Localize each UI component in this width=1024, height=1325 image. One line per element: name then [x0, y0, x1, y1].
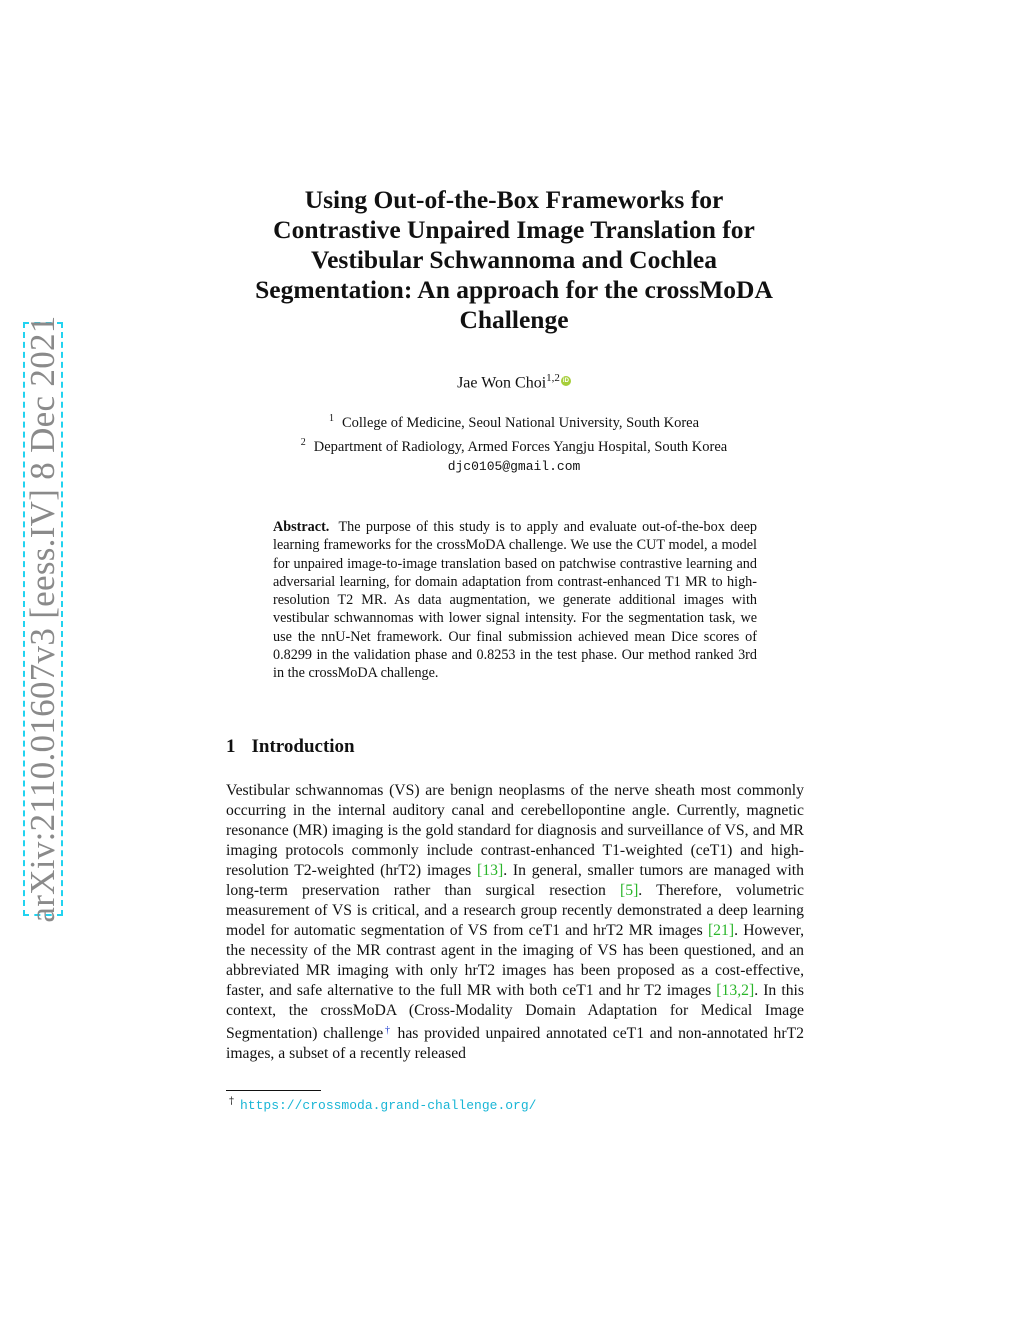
intro-paragraph — [226, 781, 804, 1064]
abstract-text: The purpose of this study is to apply and evaluate out-of-the-box deep learning frameworks for the crossMoDA challenge. We use the CUT model, a model for unpaired image-to-image translation based on patchwise contrastive learning and adversarial learning, for domain adaptation from contrast-enhanced T1 MR to high-resolution T2 MR. As data augmentation, we generate additional images with vestibular schwannomas with lower signal intensity. For the segmentation task, we use the nnU-Net framework. Our final submission achieved mean Dice scores of 0.8299 in the validation phase and 0.8253 in the test phase. Our method ranked 3rd in the crossMoDA challenge. — [273, 519, 757, 682]
arxiv-stamp — [23, 315, 63, 923]
orcid-icon[interactable]: iD — [562, 378, 569, 385]
affiliation-1 — [224, 409, 804, 433]
arxiv-stamp-text: arXiv:2110.01607v3 [eess.IV] 8 Dec 2021 — [23, 315, 62, 923]
citation-link[interactable]: 13 — [721, 982, 738, 999]
author-name: Jae Won Choi — [457, 374, 547, 392]
citation-separator: , — [737, 982, 742, 999]
abstract-label: Abstract. — [273, 519, 330, 535]
author-line — [224, 372, 804, 392]
intro-text: Vestibular schwannomas (VS) are benign neoplasms of the nerve sheath most commonly occurring in the internal auditory canal and cerebellopontine angle. Currently, magnetic resonance (MR) imaging is the gold standard for diagnosis and surveillance of VS, and MR imaging protocols commonly include contrast-enhanced T1-weighted (ceT1) and high-resolution T2-weighted (hrT2) images — [226, 782, 804, 879]
section-number: 1 — [226, 736, 236, 757]
citation-link[interactable]: 2 — [741, 982, 749, 999]
author-superscript: 1,2 — [546, 372, 560, 384]
paper-title — [224, 185, 804, 335]
title-line: Challenge — [459, 305, 569, 334]
affiliation-2 — [224, 433, 804, 457]
citation-link[interactable]: [21] — [707, 922, 735, 939]
section-title: Introduction — [251, 736, 355, 757]
intro-text: . In general, smaller tumors are managed with long-term preservation rather than surgical resection — [226, 862, 805, 899]
title-line: Contrastive Unpaired Image Translation for — [273, 215, 755, 244]
intro-text: . Therefore, volumetric measurement of VS is critical, and a research group recently demonstrated a deep learning model for automatic segmentation of VS from ceT1 and hrT2 MR images — [226, 882, 804, 939]
intro-text: . However, the necessity of the MR contrast agent in the imaging of VS has been questioned, and an abbreviated MR imaging with only hrT2 images has been proposed as a cost-effective, faster, and safe alternative to the full MR with both ceT1 and hr T2 images — [226, 922, 804, 999]
author-email[interactable]: djc0105@gmail.com — [447, 458, 581, 474]
intro-text: . In this context, the crossMoDA (Cross-Modality Domain Adaptation for Medical Image Segmentation) challenge — [226, 982, 804, 1042]
affiliations — [224, 409, 804, 476]
footnote — [226, 1096, 536, 1113]
footnote-marker[interactable]: † — [383, 1025, 392, 1036]
abstract — [273, 518, 757, 683]
citation-bracket: [ — [716, 982, 722, 999]
intro-text: has provided unpaired annotated ceT1 and non-annotated hrT2 images, a subset of a recently released — [226, 1025, 805, 1062]
title-line: Vestibular Schwannoma and Cochlea — [311, 245, 717, 274]
footnote-dagger: † — [229, 1096, 234, 1107]
affiliation-number: 2 — [300, 436, 306, 448]
title-line: Using Out-of-the-Box Frameworks for — [304, 185, 724, 214]
citation-link[interactable]: [13] — [477, 862, 504, 879]
title-line: Segmentation: An approach for the crossMoDA — [255, 275, 773, 304]
footnote-divider — [226, 1090, 321, 1091]
citation-bracket: ] — [748, 982, 755, 999]
footnote-url-link[interactable]: https://crossmoda.grand-challenge.org/ — [240, 1098, 537, 1113]
citation-link[interactable]: [5] — [620, 882, 639, 899]
affiliation-number: 1 — [328, 413, 334, 424]
affiliation-text: College of Medicine, Seoul National University, South Korea — [341, 414, 700, 431]
section-heading — [226, 736, 355, 758]
affiliation-text: Department of Radiology, Armed Forces Yangju Hospital, South Korea — [313, 438, 728, 455]
